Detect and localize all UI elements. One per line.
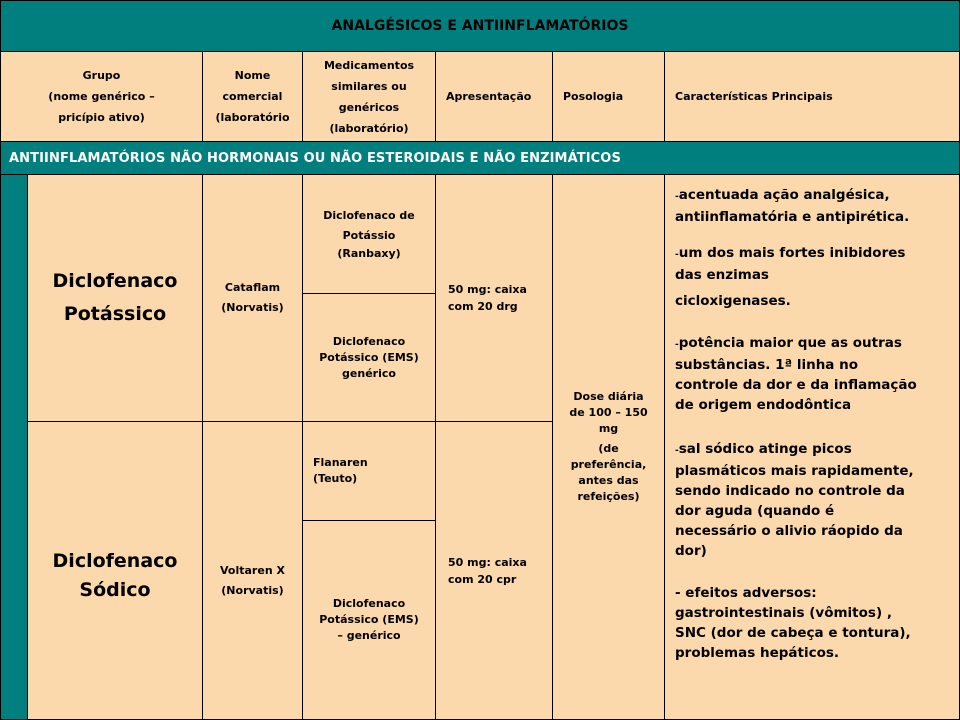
similar-flanaren: Flanaren (Teuto) — [302, 421, 436, 521]
nome-voltaren: Voltaren X (Norvatis) — [202, 421, 303, 720]
apresentacao-potassico: 50 mg: caixa com 20 drg — [435, 174, 553, 422]
caracteristica-item: cicloxigenases. — [675, 293, 791, 309]
header-apresentacao: Apresentação — [435, 51, 553, 142]
header-caracteristicas: Características Principais — [664, 51, 960, 142]
grupo-diclofenaco-sodico: Diclofenaco Sódico — [27, 421, 203, 720]
apresentacao-sodico: 50 mg: caixa com 20 cpr — [435, 421, 553, 720]
caracteristicas-cell — [664, 174, 960, 720]
similar-ems-generico: Diclofenaco Potássico (EMS) – genérico — [302, 520, 436, 720]
grupo-diclofenaco-potassico: Diclofenaco Potássico — [27, 174, 203, 422]
section-title: ANTIINFLAMATÓRIOS NÃO HORMONAIS OU NÃO ESTEROIDAIS E NÃO ENZIMÁTICOS — [9, 150, 621, 166]
section-bar — [0, 141, 960, 175]
table-title: ANALGÉSICOS E ANTIINFLAMATÓRIOS — [331, 18, 629, 34]
caracteristica-item: - efeitos adversos: gastrointestinais (vômitos) , SNC (dor de cabeça e tontura), problemas hepáticos. — [675, 585, 911, 661]
header-similares: Medicamentos similares ou genéricos (laboratório) — [302, 51, 436, 142]
caracteristica-item: -sal sódico atinge picos plasmáticos mais rapidamente, sendo indicado no controle da dor aguda (quando é necessário o alivio ráopido da dor) — [675, 441, 914, 559]
left-strip — [0, 174, 28, 720]
header-posologia: Posologia — [552, 51, 665, 142]
similar-ranbaxy: Diclofenaco de Potássio (Ranbaxy) — [302, 174, 436, 294]
caracteristica-item: -acentuada ação analgésica, antiinflamatória e antipirética. — [675, 187, 910, 225]
posologia-cell: Dose diária de 100 – 150 mg (de preferência, antes das refeições) — [552, 174, 665, 720]
similar-ems-potassico: Diclofenaco Potássico (EMS) genérico — [302, 293, 436, 422]
header-nome-comercial: Nome comercial (laboratório — [202, 51, 303, 142]
caracteristica-item: -potência maior que as outras substâncias. 1ª linha no controle da dor e da inflamação de origem endodôntica — [675, 335, 917, 413]
table-title-bar — [0, 0, 960, 52]
caracteristica-item: -um dos mais fortes inibidores das enzimas — [675, 245, 906, 283]
header-grupo: Grupo (nome genérico – pricípio ativo) — [0, 51, 203, 142]
nome-cataflam: Cataflam (Norvatis) — [202, 174, 303, 422]
